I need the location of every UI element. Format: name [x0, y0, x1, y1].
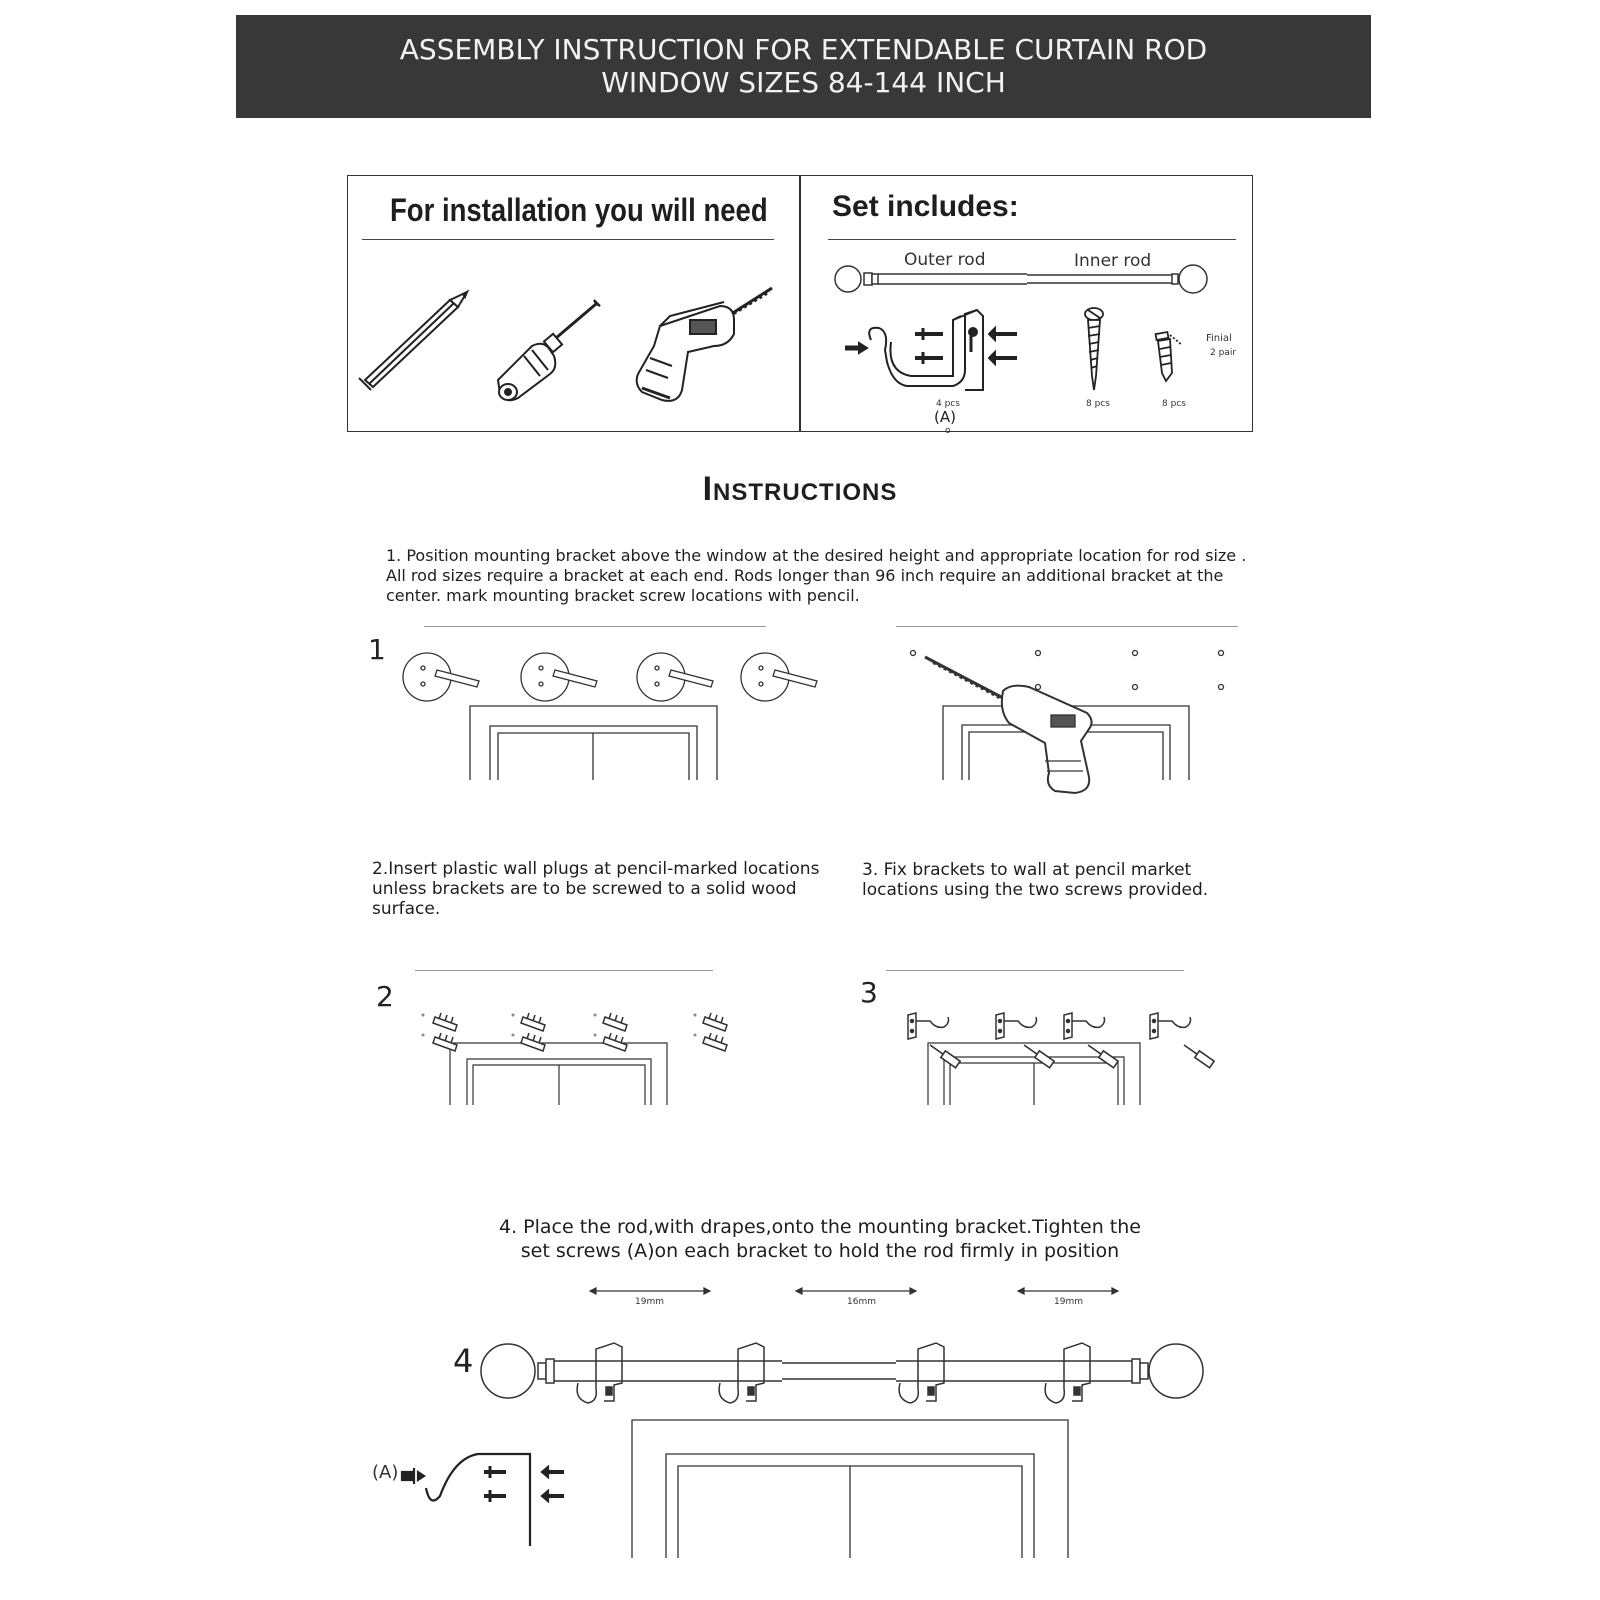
- step2-line: 2.Insert plastic wall plugs at pencil-marked locations: [372, 859, 820, 879]
- step3-rule: [886, 970, 1184, 971]
- screw-icon: [1076, 306, 1112, 392]
- step1-left-rule: [424, 626, 766, 627]
- set-heading: Set includes:: [832, 190, 1019, 223]
- step4-rod-illustration: [480, 1335, 1220, 1415]
- wall-plug-icon: [1150, 325, 1190, 385]
- step1-number: 1: [368, 633, 386, 666]
- outer-rod-label: Outer rod: [904, 250, 986, 270]
- step4-number: 4: [453, 1342, 474, 1380]
- step4-bracket-tag: (A): [372, 1462, 399, 1483]
- step1-line: 1. Position mounting bracket above the window at the desired height and appropriate location for rod size .: [386, 546, 1247, 565]
- inner-rod-label: Inner rod: [1074, 251, 1152, 271]
- step3-text: [862, 860, 1208, 900]
- tools-heading: For installation you will need: [390, 192, 768, 228]
- pencil-icon: [355, 290, 475, 400]
- step3-line: 3. Fix brackets to wall at pencil market: [862, 860, 1192, 880]
- step2-rule: [415, 970, 713, 971]
- finial-label: Finial: [1206, 333, 1232, 344]
- step4-bracket-detail: [400, 1450, 580, 1550]
- step3-brackets-illustration: [900, 1005, 1230, 1105]
- bracket-tag-extra: o: [945, 426, 951, 436]
- step2-number: 2: [376, 980, 394, 1013]
- step2-plugs-illustration: [415, 1005, 745, 1105]
- step1-drilling-illustration: [905, 645, 1235, 795]
- step2-line: surface.: [372, 899, 441, 919]
- step3-number: 3: [860, 976, 878, 1009]
- step1-right-rule: [896, 626, 1238, 627]
- header-title-line1: ASSEMBLY INSTRUCTION FOR EXTENDABLE CURTAIN ROD: [399, 33, 1208, 66]
- header-title-line2: WINDOW SIZES 84-144 INCH: [601, 66, 1006, 99]
- step1-line: All rod sizes require a bracket at each end. Rods longer than 96 inch require an additional bracket at the: [386, 566, 1224, 585]
- screw-qty: 8 pcs: [1086, 399, 1110, 409]
- step4-window-illustration: [630, 1418, 1070, 1558]
- header-banner: [236, 15, 1371, 118]
- plug-qty: 8 pcs: [1162, 399, 1186, 409]
- step4-text: [0, 1215, 1600, 1263]
- step1-marking-illustration: [395, 640, 825, 785]
- step2-line: unless brackets are to be screwed to a solid wood: [372, 879, 797, 899]
- step2-text: [372, 859, 819, 919]
- finial-qty: 2 pair: [1210, 348, 1237, 358]
- dimension-label-2: 16mm: [847, 1297, 876, 1307]
- step1-text: [386, 546, 1246, 606]
- screwdriver-icon: [492, 298, 612, 408]
- step4-line: 4. Place the rod,with drapes,onto the mounting bracket.Tighten the: [499, 1216, 1141, 1238]
- bracket-tag: (A): [934, 408, 956, 426]
- drill-icon: [630, 286, 780, 411]
- bracket-illustration: [845, 310, 1035, 400]
- set-heading-rule: [828, 239, 1236, 240]
- dimension-label-3: 19mm: [1054, 1297, 1083, 1307]
- step1-line: center. mark mounting bracket screw locations with pencil.: [386, 586, 860, 605]
- step3-line: locations using the two screws provided.: [862, 880, 1209, 900]
- tools-heading-rule: [362, 239, 774, 240]
- rod-illustration: [832, 264, 1222, 294]
- instructions-title: Instructions: [702, 470, 898, 508]
- bracket-qty: 4 pcs: [936, 399, 960, 409]
- dimension-label-1: 19mm: [635, 1297, 664, 1307]
- step4-line: set screws (A)on each bracket to hold the rod firmly in position: [520, 1240, 1120, 1262]
